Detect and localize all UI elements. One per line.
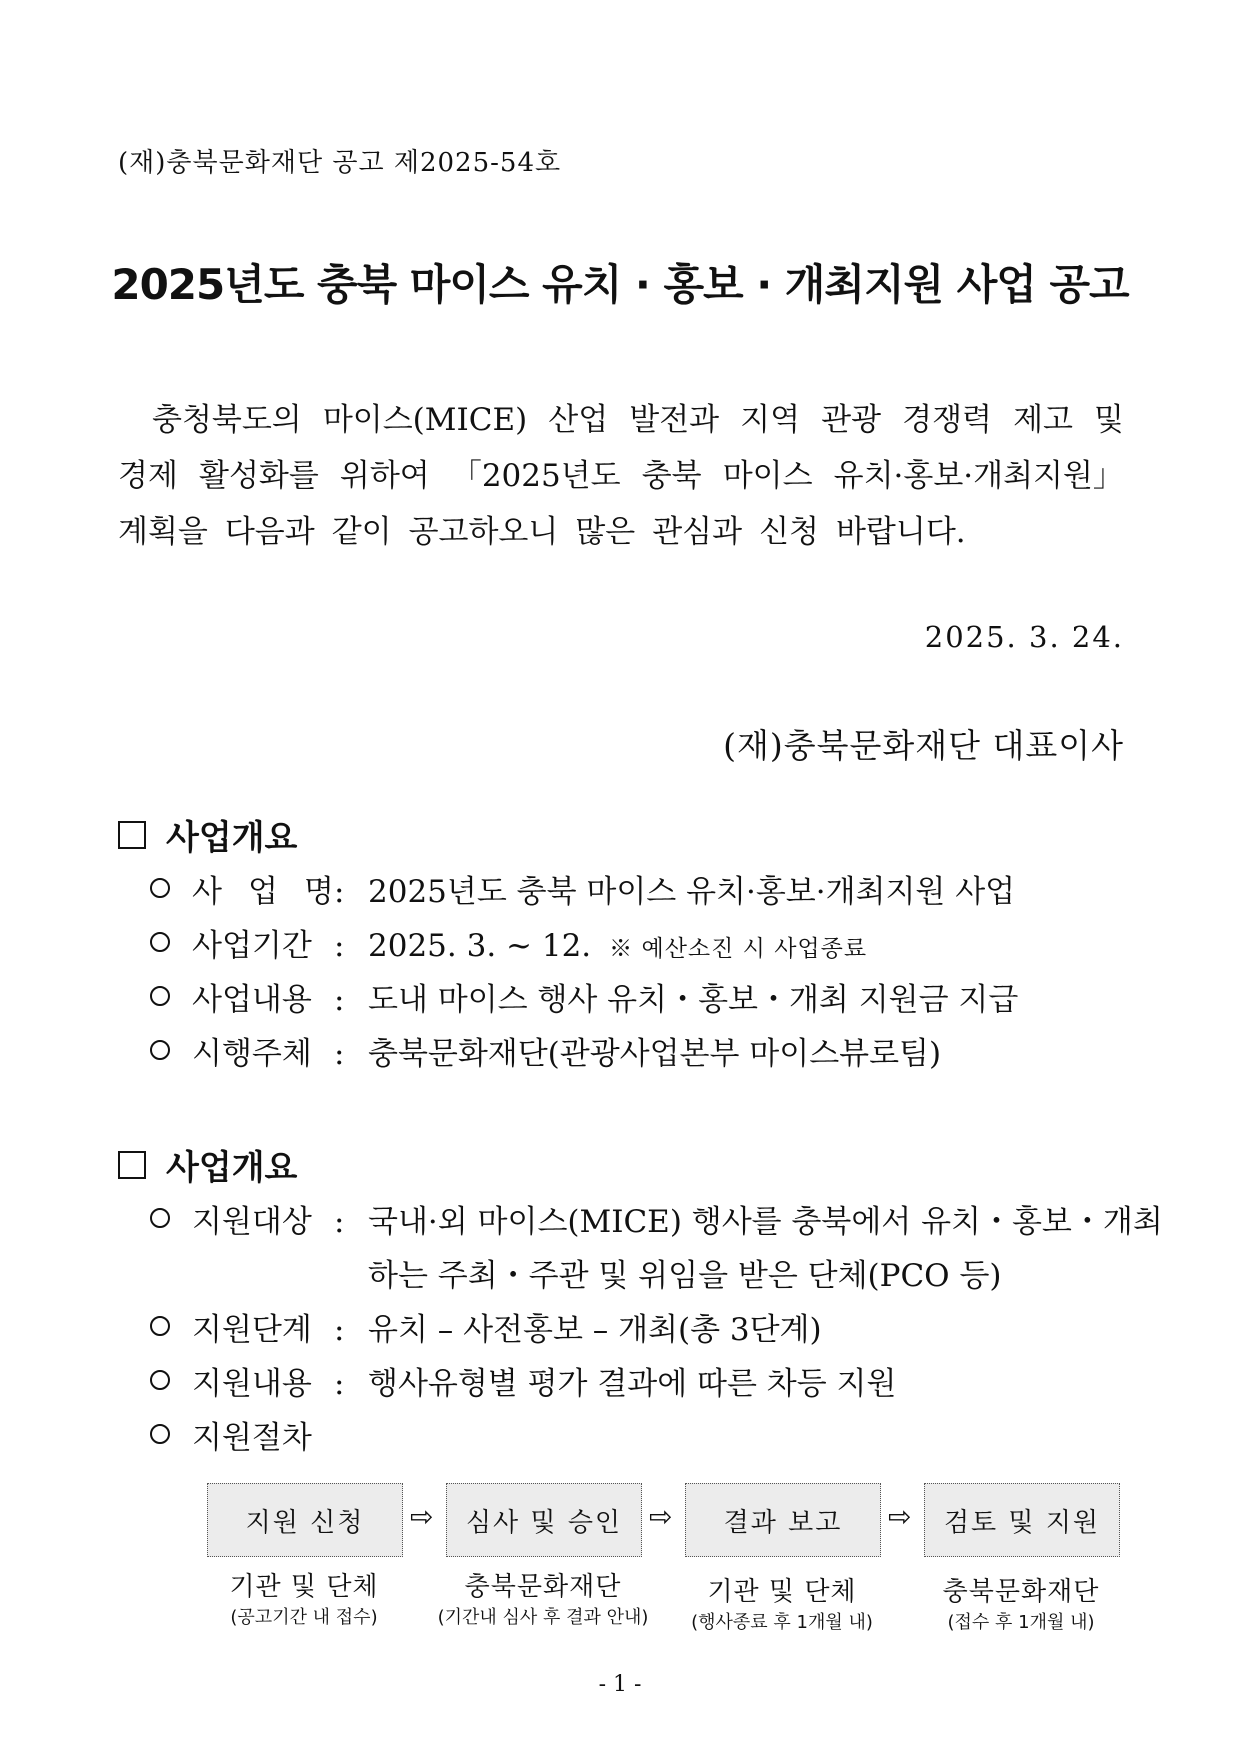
flow-step-3-timing: (행사종료 후 1개월 내) — [691, 1612, 873, 1633]
intro-word: 위하여 — [339, 458, 430, 494]
flow-step-4-box: 검토 및 지원 — [924, 1483, 1120, 1557]
item-value: 2025. 3. ~ 12. — [368, 928, 592, 964]
flow-step-4-actor: 충북문화재단 — [942, 1577, 1100, 1607]
list-item — [150, 974, 1018, 1019]
intro-word: 신청 — [759, 514, 819, 550]
item-value-continuation: 하는 주최・주관 및 위임을 받은 단체(PCO 등) — [368, 1258, 1002, 1294]
flow-step-1-actor: 기관 및 단체 — [229, 1572, 379, 1602]
list-item — [150, 1028, 941, 1073]
flow-step-2-timing: (기간내 심사 후 결과 안내) — [437, 1607, 649, 1628]
right-arrow-icon: ⇨ — [649, 1500, 673, 1533]
intro-word: 충청북도의 — [152, 402, 302, 438]
flow-step-1-box: 지원 신청 — [207, 1483, 403, 1557]
intro-word: 경쟁력 — [902, 402, 992, 438]
item-colon: : — [334, 874, 345, 910]
intro-line-1 — [118, 392, 1124, 448]
item-label: 지원절차 — [192, 1420, 312, 1456]
item-colon: : — [334, 982, 345, 1018]
list-item — [150, 1412, 334, 1457]
notice-date: 2025. 3. 24. — [924, 620, 1124, 654]
list-item — [150, 1196, 1163, 1241]
flow-step-3-actor: 기관 및 단체 — [707, 1577, 857, 1607]
flow-step-2-box: 심사 및 승인 — [446, 1483, 642, 1557]
intro-word: 관심과 — [652, 514, 743, 550]
item-label: 지원내용 — [192, 1366, 312, 1402]
item-colon: : — [334, 1366, 345, 1402]
circle-bullet-icon — [150, 1370, 170, 1390]
intro-word: 마이스 — [722, 458, 813, 494]
intro-word: 유치·홍보·개최지원」 — [833, 458, 1124, 494]
item-value: 도내 마이스 행사 유치・홍보・개최 지원금 지급 — [368, 982, 1019, 1018]
intro-word: 다음과 — [224, 514, 315, 550]
intro-word: 충북 — [641, 458, 702, 494]
intro-word: 계획을 — [118, 514, 208, 550]
intro-word: 산업 — [548, 402, 609, 438]
circle-bullet-icon — [150, 932, 170, 952]
checkbox-square-icon — [118, 821, 146, 849]
item-label: 사업기간 — [192, 928, 312, 964]
list-item — [150, 1304, 822, 1349]
section-heading-text: 사업개요 — [166, 818, 298, 858]
list-item — [150, 920, 867, 965]
intro-word: 마이스(MICE) — [322, 402, 528, 438]
circle-bullet-icon — [150, 1208, 170, 1228]
intro-word: 경제 — [118, 458, 178, 494]
page-title: 2025년도 충북 마이스 유치 · 홍보 · 개최지원 사업 공고 — [111, 260, 1129, 309]
section-heading-1 — [118, 810, 297, 859]
list-item — [150, 866, 1015, 911]
intro-word: 많은 — [575, 514, 636, 550]
right-arrow-icon: ⇨ — [410, 1500, 434, 1533]
circle-bullet-icon — [150, 1040, 170, 1060]
flow-step-3-box: 결과 보고 — [685, 1483, 881, 1557]
intro-word: 지역 — [740, 402, 801, 438]
item-label: 시행주체 — [192, 1036, 312, 1072]
intro-word: 및 — [1094, 402, 1124, 438]
intro-word: 활성화를 — [199, 458, 319, 494]
flow-step-2-actor: 충북문화재단 — [464, 1572, 622, 1602]
item-colon: : — [334, 928, 345, 964]
item-label: 지원대상 — [192, 1204, 312, 1240]
intro-word: 관광 — [821, 402, 882, 438]
item-label: 사업내용 — [192, 982, 312, 1018]
item-label — [192, 866, 334, 911]
checkbox-square-icon — [118, 1151, 146, 1179]
intro-word: 공고하오니 — [408, 514, 559, 550]
item-note: ※ 예산소진 시 사업종료 — [609, 936, 868, 962]
circle-bullet-icon — [150, 1424, 170, 1444]
page-number: - 1 - — [598, 1672, 642, 1697]
section-heading-2 — [118, 1140, 297, 1189]
label-char: 명 — [304, 874, 334, 910]
flow-step-1-timing: (공고기간 내 접수) — [230, 1607, 378, 1628]
issuing-organization: (재)충북문화재단 대표이사 — [723, 726, 1124, 765]
item-value: 유치 – 사전홍보 – 개최(총 3단계) — [368, 1312, 822, 1348]
item-value: 충북문화재단(관광사업본부 마이스뷰로팀) — [368, 1036, 942, 1072]
intro-word: 바랍니다. — [835, 514, 966, 550]
list-item — [150, 1358, 896, 1403]
intro-word: 발전과 — [629, 402, 720, 438]
intro-line-3 — [118, 504, 1124, 560]
intro-word: 「2025년도 — [450, 458, 621, 494]
item-value: 2025년도 충북 마이스 유치·홍보·개최지원 사업 — [368, 874, 1016, 910]
item-colon: : — [334, 1312, 345, 1348]
item-value: 행사유형별 평가 결과에 따른 차등 지원 — [368, 1366, 897, 1402]
intro-line-2 — [118, 448, 1124, 504]
item-colon: : — [334, 1204, 345, 1240]
item-label: 지원단계 — [192, 1312, 312, 1348]
item-value: 국내·외 마이스(MICE) 행사를 충북에서 유치・홍보・개최 — [368, 1204, 1163, 1240]
item-colon: : — [334, 1036, 345, 1072]
circle-bullet-icon — [150, 986, 170, 1006]
label-char: 사 — [192, 874, 222, 910]
label-char: 업 — [248, 874, 278, 910]
intro-paragraph — [118, 392, 1124, 560]
intro-word: 같이 — [331, 514, 392, 550]
circle-bullet-icon — [150, 1316, 170, 1336]
section-heading-text: 사업개요 — [166, 1148, 298, 1188]
right-arrow-icon: ⇨ — [888, 1500, 912, 1533]
intro-word: 제고 — [1013, 402, 1073, 438]
circle-bullet-icon — [150, 878, 170, 898]
flow-step-4-timing: (접수 후 1개월 내) — [947, 1612, 1095, 1633]
notice-number: (재)충북문화재단 공고 제2025-54호 — [118, 148, 562, 178]
